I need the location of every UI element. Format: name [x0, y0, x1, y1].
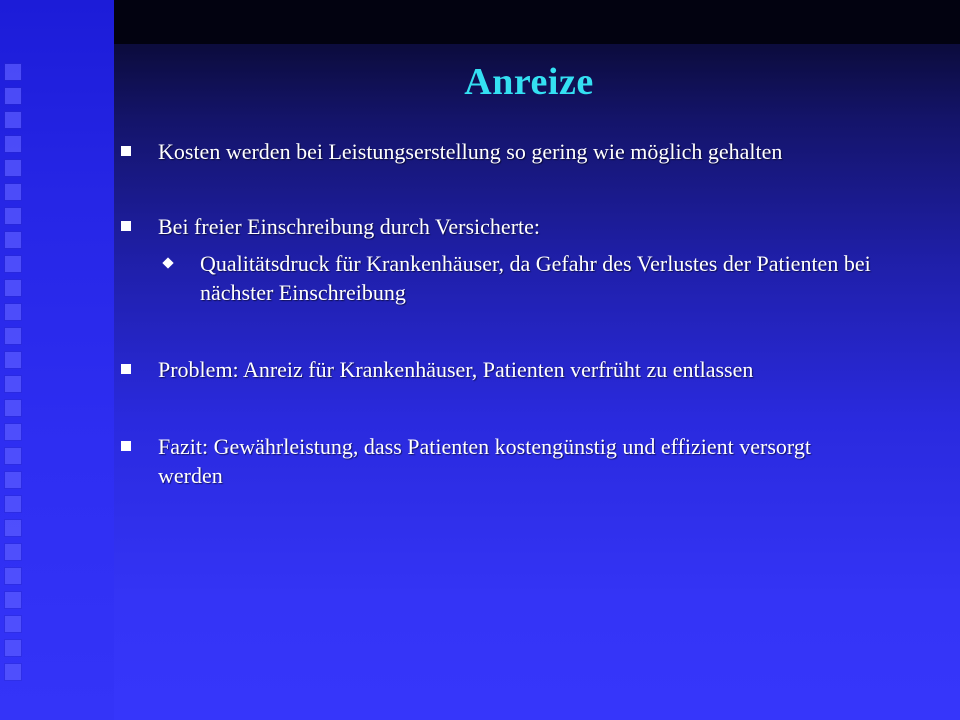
- bullet-item: [118, 137, 878, 166]
- decor-square: [5, 328, 21, 344]
- decor-square: [5, 352, 21, 368]
- square-bullet-icon: [121, 441, 131, 451]
- bullet-item: [118, 355, 878, 384]
- decor-square: [5, 568, 21, 584]
- decor-square: [5, 232, 21, 248]
- decor-square: [5, 64, 21, 80]
- bullet-item: [118, 212, 878, 241]
- decor-square: [5, 304, 21, 320]
- sub-bullet-item: [118, 249, 878, 307]
- bullet-list: [118, 137, 878, 490]
- bullet-text: Problem: Anreiz für Krankenhäuser, Patienten verfrüht zu entlassen: [158, 357, 754, 382]
- decor-square: [5, 136, 21, 152]
- bullet-item: [118, 432, 878, 490]
- decor-square: [5, 496, 21, 512]
- decor-square: [5, 664, 21, 680]
- decor-square: [5, 544, 21, 560]
- decor-square: [5, 400, 21, 416]
- decor-square: [5, 88, 21, 104]
- square-bullet-icon: [121, 221, 131, 231]
- square-bullet-icon: [121, 146, 131, 156]
- square-bullet-icon: [121, 364, 131, 374]
- top-dark-band: [114, 0, 960, 44]
- decor-square: [5, 208, 21, 224]
- decor-square: [5, 472, 21, 488]
- bullet-text: Bei freier Einschreibung durch Versicherte:: [158, 214, 541, 239]
- decor-square: [5, 256, 21, 272]
- slide-title: Anreize: [464, 61, 594, 103]
- decor-square: [5, 280, 21, 296]
- decor-square: [5, 616, 21, 632]
- sub-bullet-text: Qualitätsdruck für Krankenhäuser, da Gefahr des Verlustes der Patienten bei nächster Einschreibung: [200, 251, 871, 305]
- left-decor-strip: [0, 0, 114, 720]
- decor-square: [5, 160, 21, 176]
- decor-square: [5, 424, 21, 440]
- decor-square: [5, 640, 21, 656]
- decor-square: [5, 112, 21, 128]
- decor-square-column: [5, 64, 31, 688]
- bullet-text: Fazit: Gewährleistung, dass Patienten kostengünstig und effizient versorgt werden: [158, 434, 811, 488]
- decor-square: [5, 376, 21, 392]
- decor-square: [5, 520, 21, 536]
- decor-square: [5, 184, 21, 200]
- bullet-text: Kosten werden bei Leistungserstellung so gering wie möglich gehalten: [158, 139, 783, 164]
- decor-square: [5, 592, 21, 608]
- decor-square: [5, 448, 21, 464]
- diamond-bullet-icon: [162, 257, 173, 268]
